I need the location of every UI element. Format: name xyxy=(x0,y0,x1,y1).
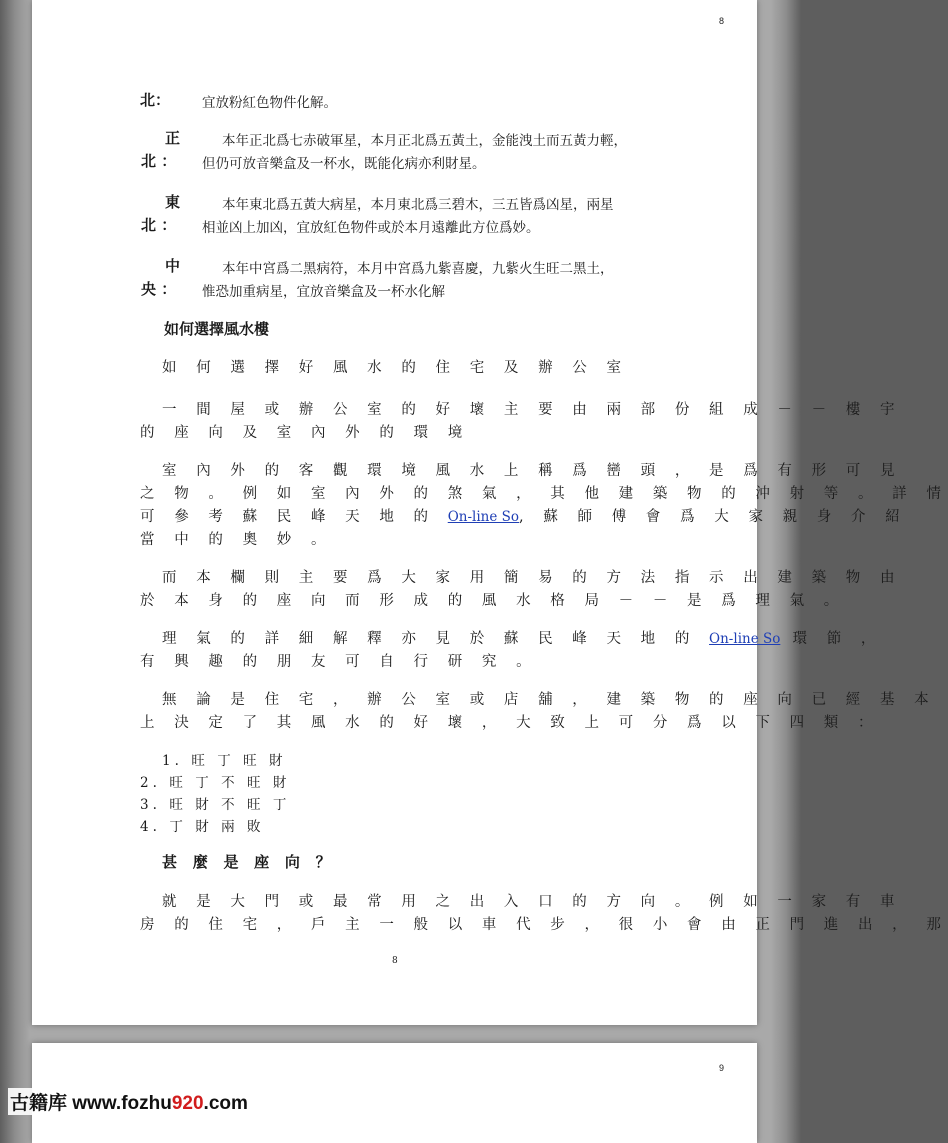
paragraph-2-line-2: 之 物 。 例 如 室 內 外 的 煞 氣 ， 其 他 建 築 物 的 沖 射 等 。 詳 情 xyxy=(140,486,948,502)
list-item-4: 4. 丁 財 兩 敗 xyxy=(140,819,265,835)
question-heading: 甚 麼 是 座 向 ？ xyxy=(162,853,336,871)
sector-text-north: 宜放粉紅色物件化解。 xyxy=(202,95,337,111)
paragraph-2-line-3 xyxy=(140,505,907,526)
section-heading: 如何選擇風水樓 xyxy=(164,320,270,338)
paragraph-2-line-1: 室 內 外 的 客 觀 環 境 風 水 上 稱 爲 巒 頭 ， 是 爲 有 形 可 見 xyxy=(162,463,903,479)
sector-text-zhengbei-2: 但仍可放音樂盒及一杯水，既能化病亦利財星。 xyxy=(202,156,486,172)
sector-label-dong: 東 xyxy=(165,193,181,211)
watermark-accent: 920 xyxy=(171,1093,204,1114)
page-number-next: 9 xyxy=(718,1063,724,1073)
paragraph-5-line-2: 上 決 定 了 其 風 水 的 好 壞 ， 大 致 上 可 分 爲 以 下 四 類 ： xyxy=(140,715,881,731)
online-so-link-2[interactable]: On-line So xyxy=(709,631,781,647)
sector-label-yang: 央 ： xyxy=(141,280,177,298)
sector-text-zhongyang-1: 本年中宮爲二黑病符，本月中宮爲九紫喜慶，九紫火生旺二黑土， xyxy=(222,261,614,277)
paragraph-3-line-1: 而 本 欄 則 主 要 爲 大 家 用 簡 易 的 方 法 指 示 出 建 築 物 由 xyxy=(162,570,903,586)
sector-text-zhengbei-1: 本年正北爲七赤破軍星，本月正北爲五黃土，金能洩土而五黃力輕， xyxy=(222,133,627,149)
sector-label-dongbei-b: 北 ： xyxy=(141,216,177,234)
paragraph-2-line-4: 當 中 的 奧 妙 。 xyxy=(140,532,333,548)
paragraph-1-line-2: 的 座 向 及 室 內 外 的 環 境 xyxy=(140,425,470,441)
section-subtitle: 如 何 選 擇 好 風 水 的 住 宅 及 辦 公 室 xyxy=(162,360,629,376)
sector-text-dongbei-1: 本年東北爲五黃大病星，本月東北爲三碧木，三五皆爲凶星，兩星 xyxy=(222,197,614,213)
page-number-top: 8 xyxy=(718,16,724,26)
list-item-3: 3. 旺 財 不 旺 丁 xyxy=(140,797,291,813)
list-item-1: 1. 旺 丁 旺 財 xyxy=(162,753,287,769)
paragraph-4-line-1-text: 理 氣 的 詳 細 解 釋 亦 見 於 蘇 民 峰 天 地 的 xyxy=(162,631,697,647)
paragraph-6-line-2: 房 的 住 宅 ， 戶 主 一 般 以 車 代 步 ， 很 小 會 由 正 門 進 出 ， 那 xyxy=(140,917,948,933)
sector-label-zheng: 正 xyxy=(165,129,181,147)
watermark-suffix: .com xyxy=(203,1093,248,1114)
paragraph-4-line-1-rest: 環 節 ， xyxy=(780,631,883,647)
sector-text-zhongyang-2: 惟恐加重病星，宜放音樂盒及一杯水化解 xyxy=(202,284,445,300)
paragraph-1-line-1: 一 間 屋 或 辦 公 室 的 好 壞 主 要 由 兩 部 份 組 成 － － 樓 宇 xyxy=(162,402,903,418)
paragraph-2-line-3-rest: , 蘇 師 傅 會 爲 大 家 親 身 介 紹 xyxy=(519,509,908,525)
online-so-link[interactable]: On-line So xyxy=(447,509,520,525)
watermark-prefix: 古籍库 www.fozhu xyxy=(10,1093,172,1114)
list-item-2: 2. 旺 丁 不 旺 財 xyxy=(140,775,291,791)
sector-label-bei: 北 ： xyxy=(141,152,177,170)
paragraph-3-line-2: 於 本 身 的 座 向 而 形 成 的 風 水 格 局 － － 是 爲 理 氣 。 xyxy=(140,593,846,609)
paragraph-4-line-1 xyxy=(162,627,883,648)
document-page xyxy=(32,0,948,1025)
sector-label-north: 北： xyxy=(140,91,171,109)
paragraph-6-line-1: 就 是 大 門 或 最 常 用 之 出 入 口 的 方 向 。 例 如 一 家 有 車 xyxy=(162,894,903,910)
page-footer-number: 8 xyxy=(392,956,398,966)
paragraph-4-line-2: 有 興 趣 的 朋 友 可 自 行 研 究 。 xyxy=(140,654,539,670)
paragraph-5-line-1: 無 論 是 住 宅 ， 辦 公 室 或 店 舖 ， 建 築 物 的 座 向 已 經 基 本 xyxy=(162,692,937,708)
paragraph-2-line-3-text: 可 參 考 蘇 民 峰 天 地 的 xyxy=(140,509,436,525)
site-watermark xyxy=(8,1088,250,1115)
sector-label-zhong: 中 xyxy=(165,257,181,275)
sector-text-dongbei-2: 相並凶上加凶，宜放紅色物件或於本月遠離此方位爲妙。 xyxy=(202,220,540,236)
